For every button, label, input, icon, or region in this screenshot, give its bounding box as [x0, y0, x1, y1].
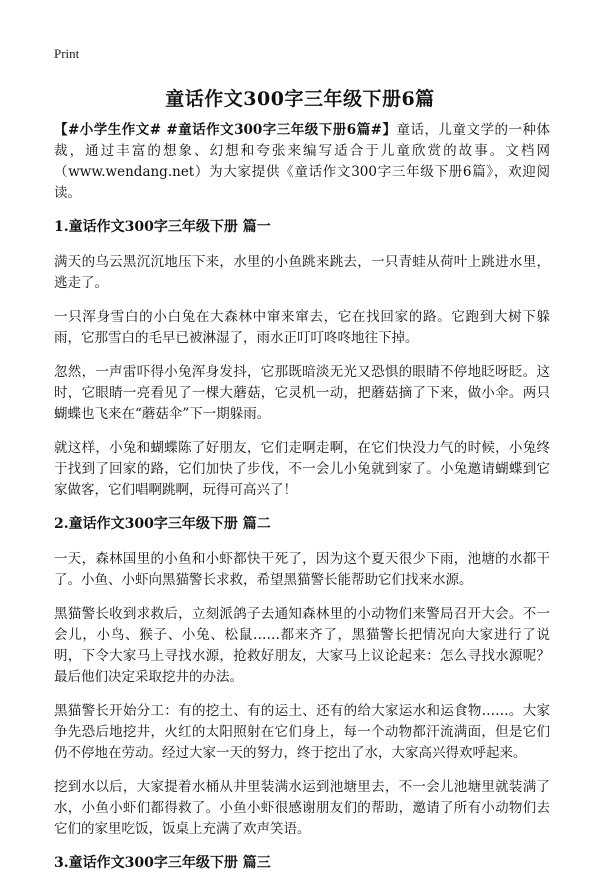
page-title: 童话作文300字三年级下册6篇 [165, 88, 435, 110]
paragraph: 忽然，一声雷吓得小兔浑身发抖，它那既暗淡无光又恐惧的眼睛不停地眨呀眨。这时，它眼睛一亮看见了一棵大蘑菇，它灵机一动，把蘑菇摘了下来，做小伞。两只蝴蝶也飞来在“蘑菇伞”下一期躲雨。 [54, 364, 550, 422]
paragraph: 就这样，小兔和蝴蝶陈了好朋友，它们走啊走啊，在它们快没力气的时候，小兔终于找到了回家的路，它们加快了步伐，不一会儿小兔就到家了。小兔邀请蝴蝶到它家做客，它们唱啊跳啊，玩得可高兴了！ [54, 440, 550, 498]
intro-text: 童话，儿童文学的一种体裁，通过丰富的想象、幻想和夸张来编写适合于儿童欣赏的故事。文档网（www.wendang.net）为大家提供《童话作文300字三年级下册6篇》，欢迎阅读。 [54, 122, 550, 201]
section-heading-3: 3.童话作文300字三年级下册 篇三 [54, 855, 271, 871]
paragraph: 一只浑身雪白的小白兔在大森林中窜来窜去，它在找回家的路。它跑到大树下躲雨，它那雪白的毛早已被淋湿了，雨水正叮叮咚咚地往下掉。 [54, 309, 550, 346]
paragraph: 满天的乌云黑沉沉地压下来，水里的小鱼跳来跳去，一只青蛙从荷叶上跳进水里，逃走了。 [54, 254, 550, 291]
intro-tags: 【#小学生作文# #童话作文300字三年级下册6篇#】 [54, 122, 397, 138]
section-heading-1: 1.童话作文300字三年级下册 篇一 [54, 219, 271, 235]
paragraph: 挖到水以后，大家提着水桶从井里装满水运到池塘里去，不一会儿池塘里就装满了水，小鱼小虾们都得救了。小鱼小虾很感谢朋友们的帮助，邀请了所有小动物们去它们的家里吃饭，饭桌上充满了欢声笑语。 [54, 779, 550, 837]
section-heading-2: 2.童话作文300字三年级下册 篇二 [54, 516, 271, 532]
paragraph: 黑猫警长收到求救后，立刻派鸽子去通知森林里的小动物们来警局召开大会。不一会儿，小鸟、猴子、小兔、松鼠……都来齐了，黑猫警长把情况向大家进行了说明，下令大家马上寻找水源，抢救好朋友，大家马上议论起来：怎么寻找水源呢？最后他们决定采取挖井的办法。 [54, 606, 550, 685]
print-label: Print [54, 46, 80, 61]
paragraph: 一天，森林国里的小鱼和小虾都快干死了，因为这个夏天很少下雨，池塘的水都干了。小鱼、小虾向黑猫警长求救，希望黑猫警长能帮助它们找来水源。 [54, 551, 550, 588]
paragraph: 黑猫警长开始分工：有的挖土、有的运土、还有的给大家运水和运食物……。大家争先恐后地挖井，火红的太阳照射在它们身上，每一个动物都汗流满面，但是它们仍不停地在劳动。经过大家一天的努力，终于挖出了水，大家高兴得欢呼起来。 [54, 703, 550, 761]
article-body [54, 120, 550, 888]
intro-paragraph [54, 120, 550, 204]
